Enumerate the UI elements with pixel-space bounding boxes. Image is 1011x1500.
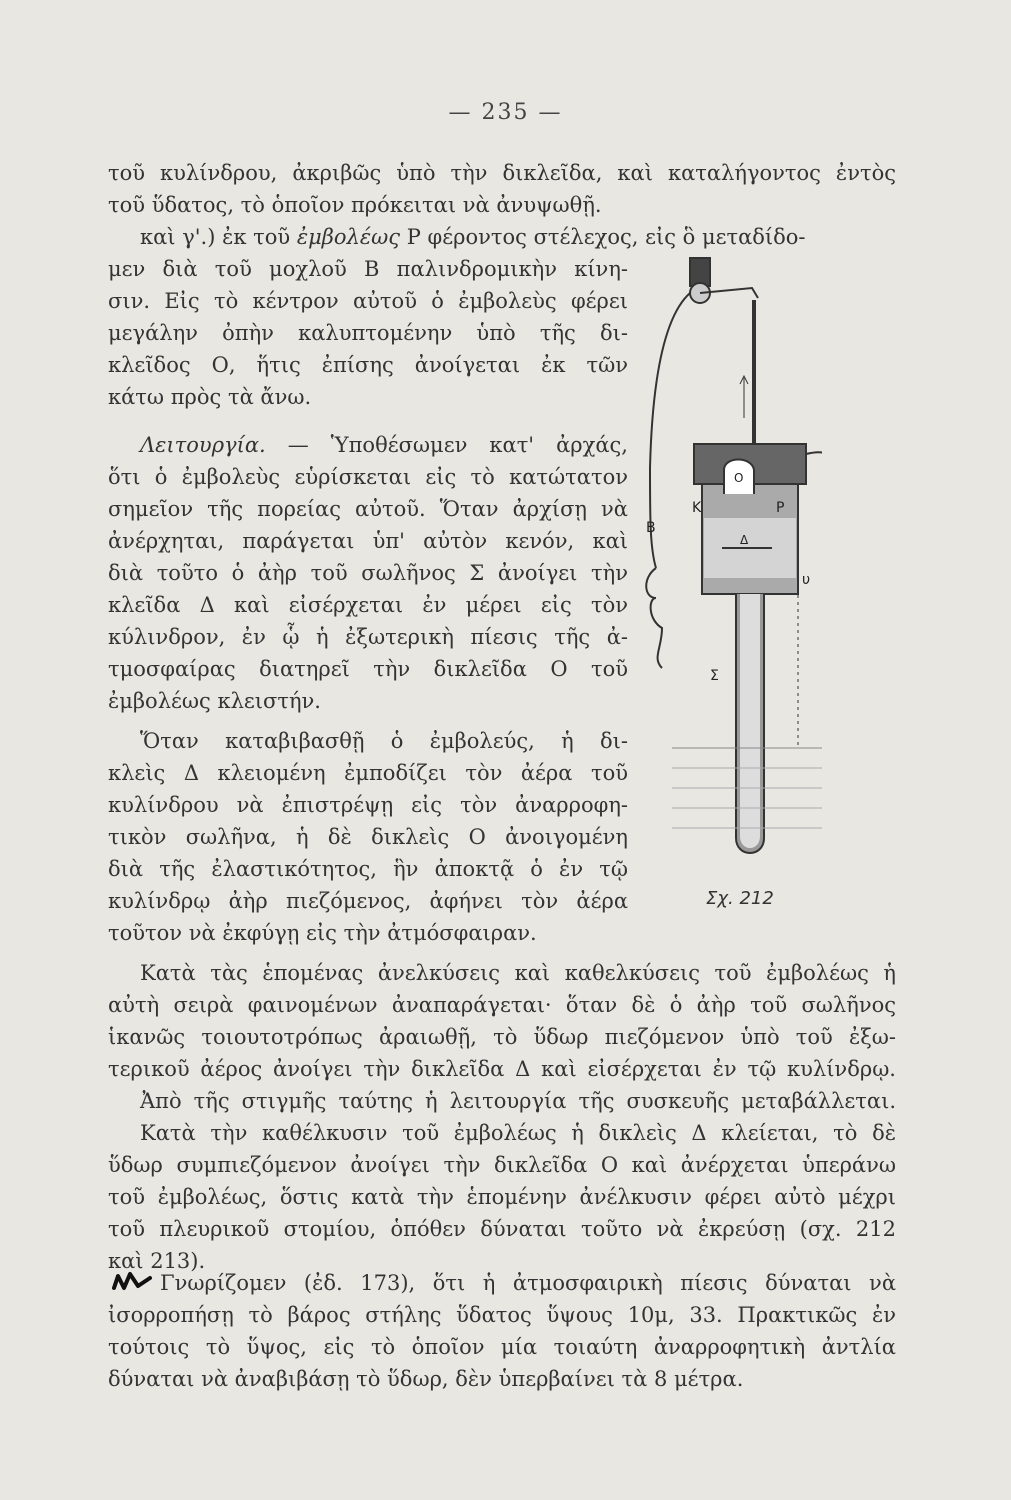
text-line-37: τούτοις τὸ ὕψος, εἰς τὸ ὁποῖον μία τοιαύτη ἀναρροφητικὴ ἀντλία — [108, 1335, 896, 1359]
text-line-18: Ὅταν καταβιβασθῇ ὁ ἐμβολεύς, ἡ δι- — [140, 729, 628, 753]
handwritten-mark — [112, 1268, 154, 1292]
term-piston: ἐμβολέως — [296, 225, 401, 249]
text-line-13: διὰ τοῦτο ὁ ἀὴρ τοῦ σωλῆνος Σ ἀνοίγει τὴν — [108, 561, 628, 585]
text-line-38: δύναται νὰ ἀναβιβάσῃ τὸ ὕδωρ, δὲν ὑπερβαίνει τὰ 8 μέτρα. — [108, 1367, 744, 1391]
text-line-34: καὶ 213). — [108, 1249, 206, 1273]
text-line-21: τικὸν σωλῆνα, ἡ δὲ δικλεὶς Ο ἀνοιγομένη — [108, 825, 628, 849]
text-line-25: Κατὰ τὰς ἑπομένας ἀνελκύσεις καὶ καθελκύσεις τοῦ ἐμβολέως ἡ — [140, 961, 896, 985]
pump-drawing — [646, 258, 822, 853]
label-u: υ — [802, 572, 811, 588]
text-line-11: σημεῖον τῆς πορείας αὐτοῦ. Ὅταν ἀρχίσῃ νὰ — [108, 497, 628, 521]
label-sigma: Σ — [710, 668, 719, 684]
label-k: K — [692, 500, 702, 516]
text-span-9b: — Ὑποθέσωμεν κατ' ἀρχάς, — [287, 433, 628, 457]
text-line-2: τοῦ ὕδατος, τὸ ὁποῖον πρόκειται νὰ ἀνυψωθῇ. — [108, 193, 602, 217]
text-line-16: τμοσφαίρας διατηρεῖ τὴν δικλεῖδα Ο τοῦ — [108, 657, 628, 681]
text-line-32: τοῦ ἐμβολέως, ὅστις κατὰ τὴν ἑπομένην ἀνέλκυσιν φέρει αὐτὸ μέχρι — [108, 1185, 896, 1209]
text-line-33: τοῦ πλευρικοῦ στομίου, ὁπόθεν δύναται τοῦτο νὰ ἐκρεύσῃ (σχ. 212 — [108, 1217, 896, 1241]
pump-figure — [632, 248, 822, 888]
text-line-24: τοῦτον νὰ ἐκφύγῃ εἰς τὴν ἀτμόσφαιραν. — [108, 921, 537, 945]
text-line-7: κλεῖδος Ο, ἥτις ἐπίσης ἀνοίγεται ἐκ τῶν — [108, 353, 628, 377]
text-line-12: ἀνέρχηται, παράγεται ὑπ' αὐτὸν κενόν, καὶ — [108, 529, 628, 553]
text-line-27: ἱκανῶς τοιουτοτρόπως ἀραιωθῇ, τὸ ὕδωρ πιεζόμενον ὑπὸ τοῦ ἐξω- — [108, 1025, 896, 1049]
label-o: O — [734, 471, 744, 485]
text-line-29: Ἀπὸ τῆς στιγμῆς ταύτης ἡ λειτουργία τῆς συσκευῆς μεταβάλλεται. — [140, 1089, 896, 1113]
text-line-17: ἐμβολέως κλειστήν. — [108, 689, 321, 713]
label-b: B — [646, 520, 656, 536]
text-line-14: κλεῖδα Δ καὶ εἰσέρχεται ἐν μέρει εἰς τὸν — [108, 593, 628, 617]
text-span-3c: Ρ φέροντος στέλεχος, εἰς ὃ μεταδίδο- — [406, 225, 806, 249]
text-line-4: μεν διὰ τοῦ μοχλοῦ Β παλινδρομικὴν κίνη- — [108, 257, 628, 281]
text-line-36: ἰσορροπήσῃ τὸ βάρος στήλης ὕδατος ὕψους 10μ, 33. Πρακτικῶς ἐν — [108, 1303, 896, 1327]
text-line-19: κλεὶς Δ κλειομένη ἐμποδίζει τὸν ἀέρα τοῦ — [108, 761, 628, 785]
text-line-5: σιν. Εἰς τὸ κέντρον αὐτοῦ ὁ ἐμβολεὺς φέρει — [108, 289, 628, 313]
text-line-15: κύλινδρον, ἐν ᾧ ἡ ἐξωτερικὴ πίεσις τῆς ἀ- — [108, 625, 628, 649]
term-operation: Λειτουργία. — [140, 433, 266, 457]
label-delta: Δ — [740, 533, 749, 547]
text-line-9 — [140, 430, 628, 460]
text-line-28: τερικοῦ ἀέρος ἀνοίγει τὴν δικλεῖδα Δ καὶ εἰσέρχεται ἐν τῷ κυλίνδρῳ. — [108, 1057, 896, 1081]
text-line-31: ὕδωρ συμπιεζόμενον ἀνοίγει τὴν δικλεῖδα Ο καὶ ἀνέρχεται ὑπεράνω — [108, 1153, 896, 1177]
text-line-6: μεγάλην ὀπὴν καλυπτομένην ὑπὸ τῆς δι- — [108, 321, 628, 345]
label-p: P — [776, 500, 785, 516]
page-number: — 235 — — [448, 100, 563, 125]
text-line-22: διὰ τῆς ἐλαστικότητος, ἣν ἀποκτᾷ ὁ ἐν τῷ — [108, 857, 628, 881]
figure-caption: Σχ. 212 — [706, 888, 774, 909]
text-span-3a: καὶ γ'.) ἐκ τοῦ — [140, 225, 291, 249]
text-line-1: τοῦ κυλίνδρου, ἀκριβῶς ὑπὸ τὴν δικλεῖδα, καὶ καταλήγοντος ἐντὸς — [108, 161, 896, 185]
text-line-23: κυλίνδρῳ ἀὴρ πιεζόμενος, ἀφήνει τὸν ἀέρα — [108, 889, 628, 913]
text-line-26: αὐτὴ σειρὰ φαινομένων ἀναπαράγεται· ὅταν δὲ ὁ ἀὴρ τοῦ σωλῆνος — [108, 993, 896, 1017]
text-line-10: ὅτι ὁ ἐμβολεὺς εὑρίσκεται εἰς τὸ κατώτατον — [108, 465, 628, 489]
text-line-8: κάτω πρὸς τὰ ἄνω. — [108, 385, 312, 409]
text-line-35: Γνωρίζομεν (ἐδ. 173), ὅτι ἡ ἀτμοσφαιρικὴ πίεσις δύναται νὰ — [160, 1271, 896, 1295]
text-line-30: Κατὰ τὴν καθέλκυσιν τοῦ ἐμβολέως ἡ δικλεὶς Δ κλείεται, τὸ δὲ — [140, 1121, 896, 1145]
text-line-20: κυλίνδρου νὰ ἐπιστρέψῃ εἰς τὸν ἀναρροφη- — [108, 793, 628, 817]
